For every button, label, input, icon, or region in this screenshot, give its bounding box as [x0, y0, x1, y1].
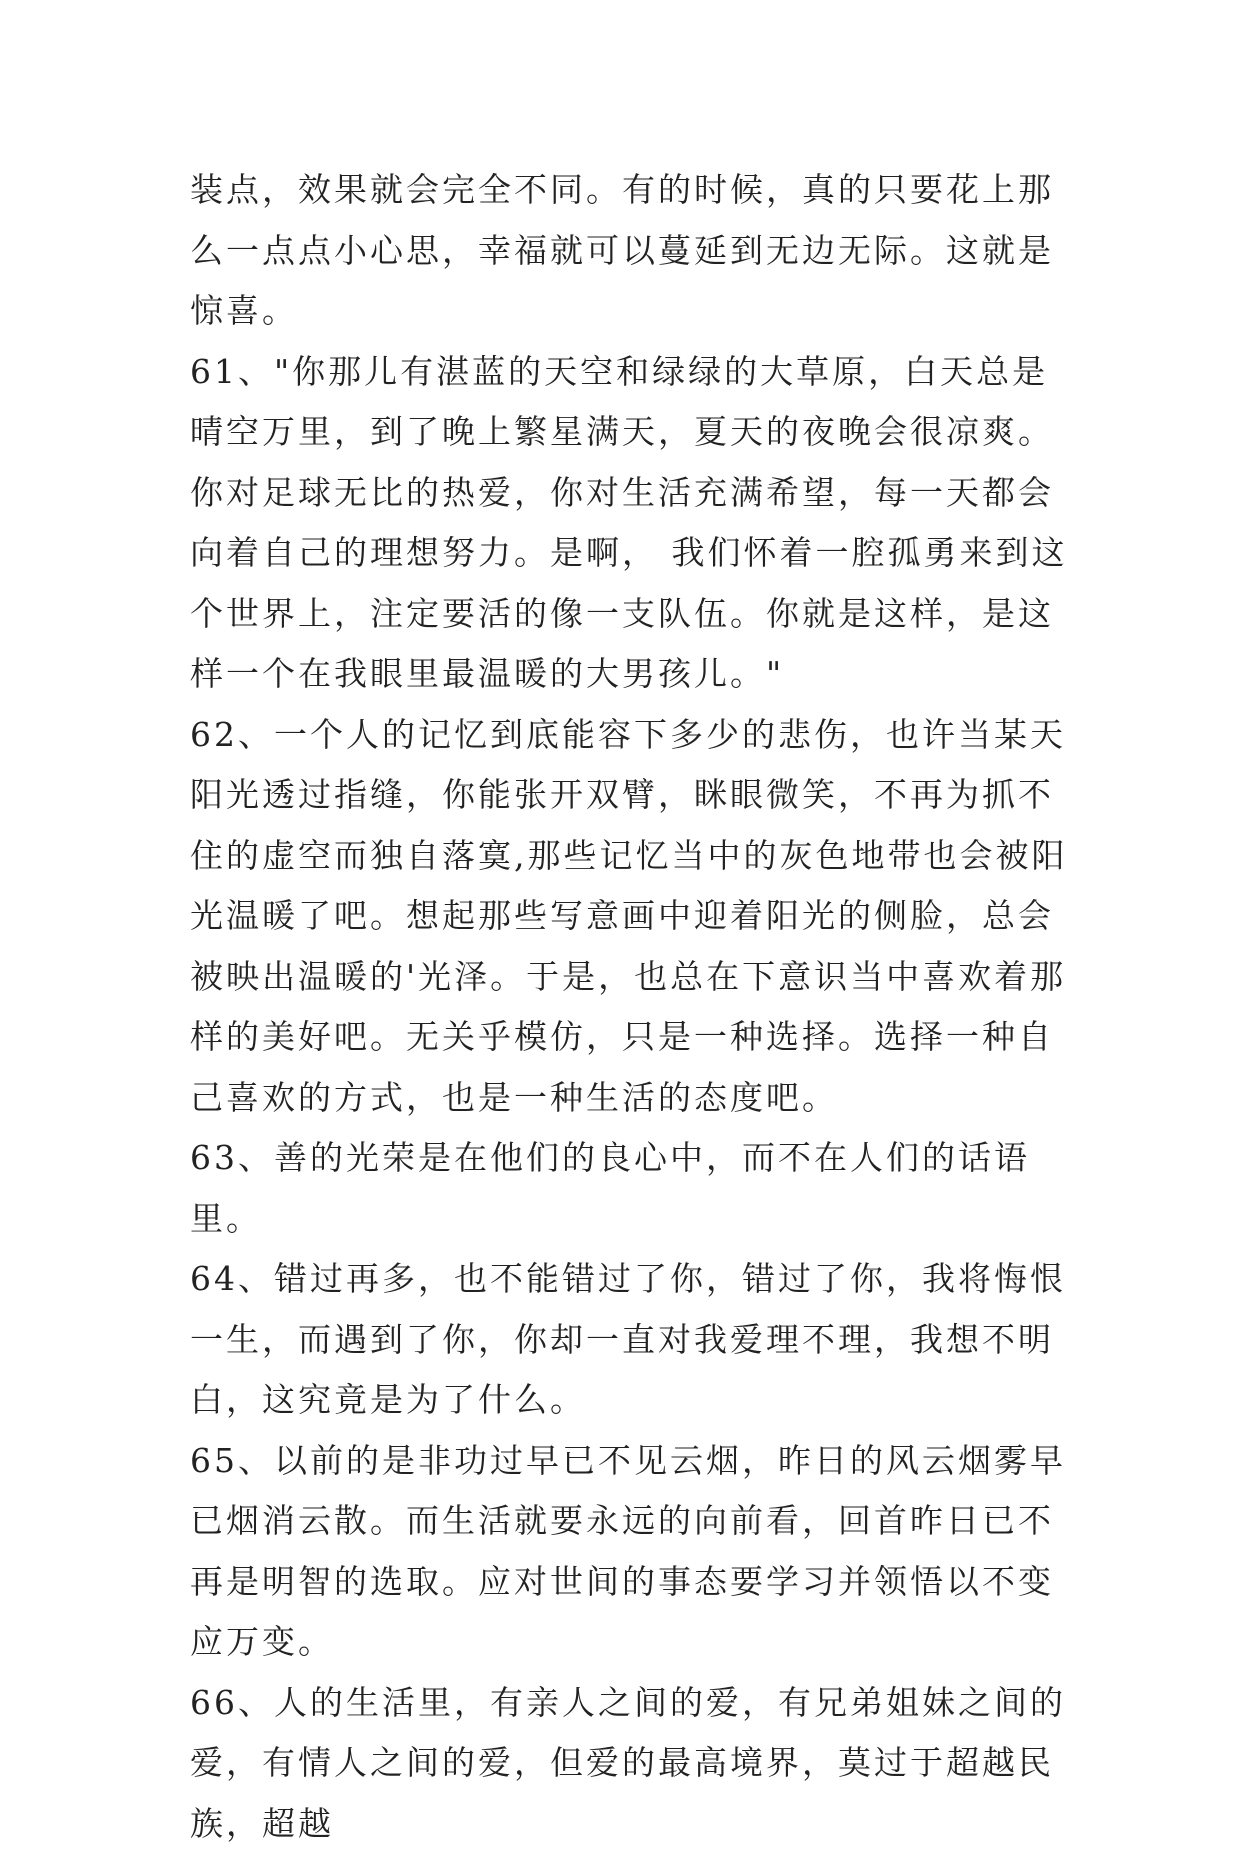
paragraph-63: 63、善的光荣是在他们的良心中，而不在人们的话语里。	[190, 1128, 1070, 1249]
document-body	[190, 160, 1070, 1854]
paragraph-66: 66、人的生活里，有亲人之间的爱，有兄弟姐妹之间的爱，有情人之间的爱，但爱的最高境界，莫过于超越民族，超越	[190, 1673, 1070, 1854]
paragraph-continuation: 装点，效果就会完全不同。有的时候，真的只要花上那么一点点小心思，幸福就可以蔓延到无边无际。这就是惊喜。	[190, 160, 1070, 342]
paragraph-61: 61、"你那儿有湛蓝的天空和绿绿的大草原，白天总是晴空万里，到了晚上繁星满天，夏天的夜晚会很凉爽。 你对足球无比的热爱，你对生活充满希望，每一天都会向着自己的理想努力。是啊， 我们怀着一腔孤勇来到这个世界上，注定要活的像一支队伍。你就是这样，是这样一个在我眼里最温暖的大男孩儿。"	[190, 342, 1070, 705]
paragraph-62: 62、一个人的记忆到底能容下多少的悲伤，也许当某天阳光透过指缝，你能张开双臂，眯眼微笑，不再为抓不住的虚空而独自落寞,那些记忆当中的灰色地带也会被阳光温暖了吧。想起那些写意画中迎着阳光的侧脸，总会被映出温暖的'光泽。于是，也总在下意识当中喜欢着那样的美好吧。无关乎模仿，只是一种选择。选择一种自己喜欢的方式，也是一种生活的态度吧。	[190, 705, 1070, 1129]
paragraph-64: 64、错过再多，也不能错过了你，错过了你，我将悔恨一生，而遇到了你，你却一直对我爱理不理，我想不明白，这究竟是为了什么。	[190, 1249, 1070, 1431]
paragraph-65: 65、以前的是非功过早已不见云烟，昨日的风云烟雾早已烟消云散。而生活就要永远的向前看，回首昨日已不再是明智的选取。应对世间的事态要学习并领悟以不变应万变。	[190, 1431, 1070, 1673]
